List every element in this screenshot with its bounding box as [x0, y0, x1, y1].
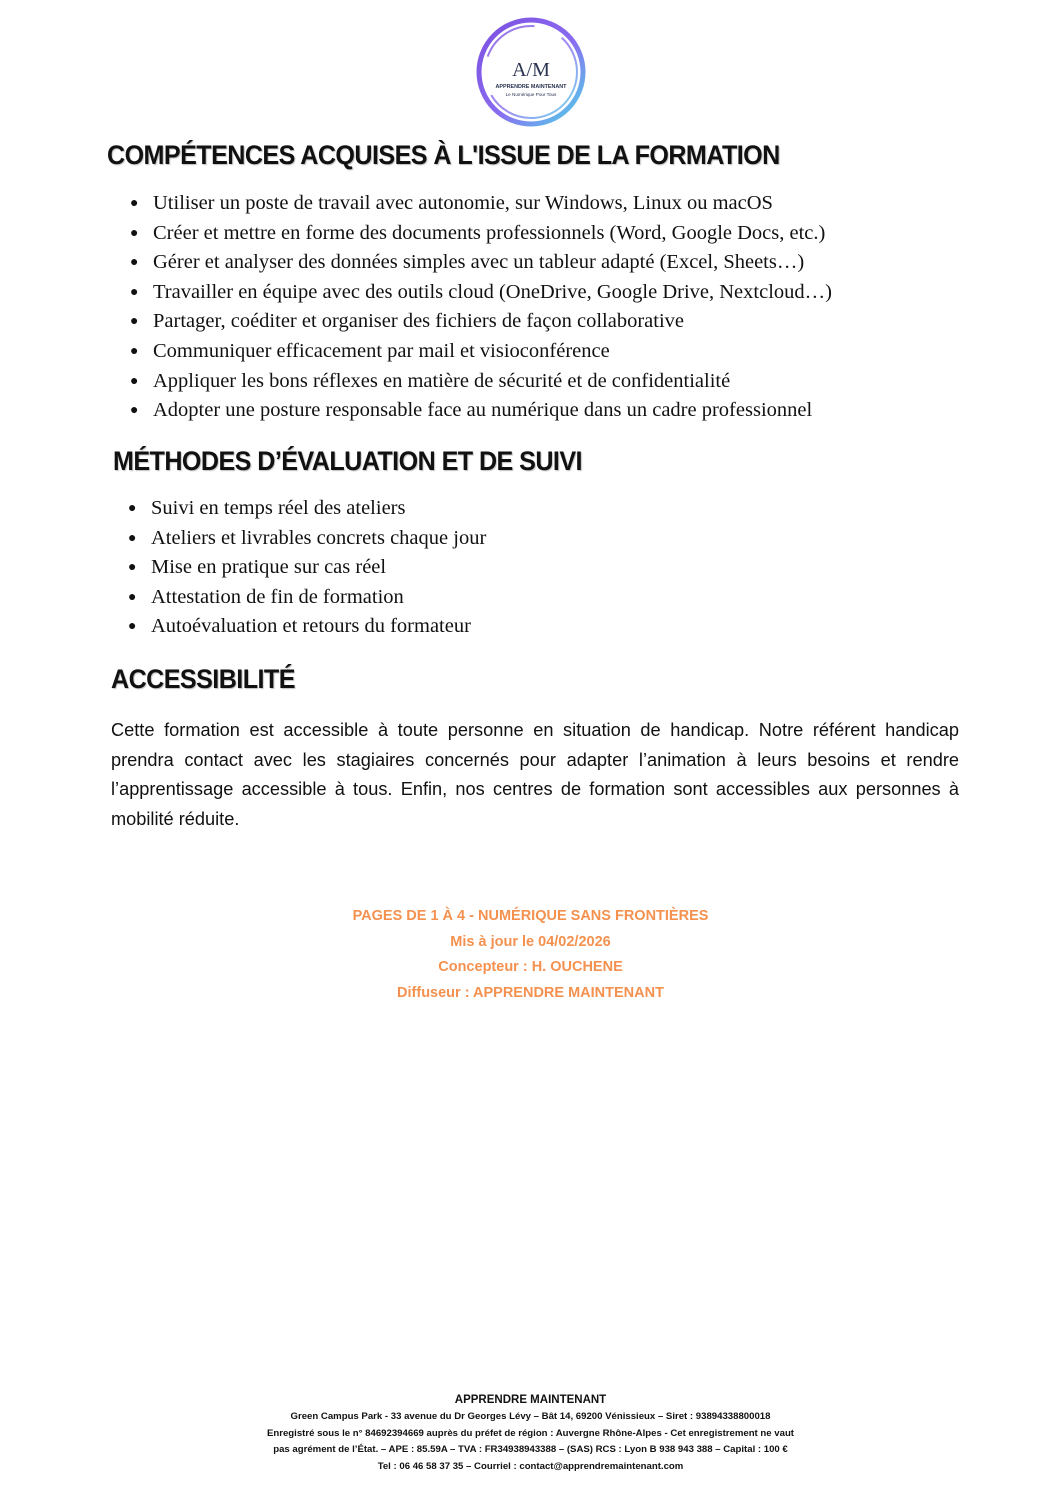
list-item: ● Travailler en équipe avec des outils cloud (OneDrive, Google Drive, Nextcloud…): [153, 278, 832, 308]
logo-ring-icon: [475, 16, 587, 128]
list-item: ● Appliquer les bons réflexes en matière de sécurité et de confidentialité: [153, 367, 832, 397]
competences-heading: COMPÉTENCES ACQUISES À L'ISSUE DE LA FORMATION: [107, 140, 780, 170]
footer-address: Green Campus Park - 33 avenue du Dr Georges Lévy – Bât 14, 69200 Vénissieux – Siret : 93894338800018: [290, 1411, 771, 1422]
list-item: ● Utiliser un poste de travail avec autonomie, sur Windows, Linux ou macOS: [153, 189, 832, 219]
list-item: ● Attestation de fin de formation: [151, 583, 486, 613]
logo-monogram: A/M: [512, 59, 550, 81]
list-item: ● Partager, coéditer et organiser des fichiers de façon collaborative: [153, 307, 832, 337]
methodes-list: [128, 494, 487, 642]
accessibilite-heading: ACCESSIBILITÉ: [111, 664, 295, 694]
logo-name: APPRENDRE MAINTENANT: [495, 84, 567, 90]
bullet-icon: ●: [128, 560, 137, 576]
footer-registration: Enregistré sous le n° 84692394669 auprès du préfet de région : Auvergne Rhône-Alpes - Cet enregistrement ne vaut: [266, 1427, 795, 1439]
list-item: ● Mise en pratique sur cas réel: [151, 553, 486, 583]
bullet-icon: ●: [130, 255, 139, 271]
company-logo: [475, 16, 587, 128]
list-item: ● Ateliers et livrables concrets chaque jour: [151, 524, 486, 554]
bullet-icon: ●: [130, 343, 139, 359]
competences-list: [130, 189, 832, 426]
list-item: ● Gérer et analyser des données simples avec un tableur adapté (Excel, Sheets…): [153, 248, 832, 278]
update-date: Mis à jour le 04/02/2026: [450, 933, 611, 950]
footer-contact: Tel : 06 46 58 37 35 – Courriel : contact@apprendremaintenant.com: [377, 1460, 684, 1472]
bullet-icon: ●: [130, 403, 139, 419]
list-item: ● Adopter une posture responsable face au numérique dans un cadre professionnel: [153, 396, 832, 426]
bullet-icon: ●: [128, 589, 137, 605]
bullet-icon: ●: [130, 196, 139, 211]
bullet-icon: ●: [128, 619, 137, 635]
page-footer: [0, 1391, 1061, 1475]
list-item: ● Créer et mettre en forme des documents professionnels (Word, Google Docs, etc.): [153, 219, 832, 249]
document-meta: [0, 904, 1061, 1006]
list-item: ● Suivi en temps réel des ateliers: [151, 494, 486, 524]
list-item: ● Autoévaluation et retours du formateur: [151, 612, 486, 642]
bullet-icon: ●: [128, 530, 137, 546]
pages-info: PAGES DE 1 À 4 - NUMÉRIQUE SANS FRONTIÈRES: [352, 908, 709, 924]
bullet-icon: ●: [130, 373, 139, 389]
distributor: Diffuseur : APPRENDRE MAINTENANT: [397, 984, 664, 1001]
list-item: ● Communiquer efficacement par mail et visioconférence: [153, 337, 832, 367]
bullet-icon: ●: [130, 284, 139, 300]
methodes-heading: MÉTHODES D’ÉVALUATION ET DE SUIVI: [113, 446, 582, 476]
accessibilite-text: Cette formation est accessible à toute personne en situation de handicap. Notre référent handicap prendra contact avec les stagiaires concernés pour adapter l’animation à leurs besoins et rendre l’apprentissage accessible à tous. Enfin, nos centres de formation sont accessibles aux personnes à mobilité réduite.: [111, 720, 959, 830]
logo-tagline: Le Numérique Pour Tous: [505, 92, 557, 97]
footer-legal: pas agrément de l’État. – APE : 85.59A – TVA : FR34938943388 – (SAS) RCS : Lyon B 938 943 388 – Capital : 100 €: [273, 1444, 788, 1455]
bullet-icon: ●: [130, 314, 139, 330]
bullet-icon: ●: [130, 225, 139, 241]
footer-company: APPRENDRE MAINTENANT: [454, 1394, 607, 1406]
bullet-icon: ●: [128, 501, 137, 516]
designer: Concepteur : H. OUCHENE: [438, 959, 623, 975]
